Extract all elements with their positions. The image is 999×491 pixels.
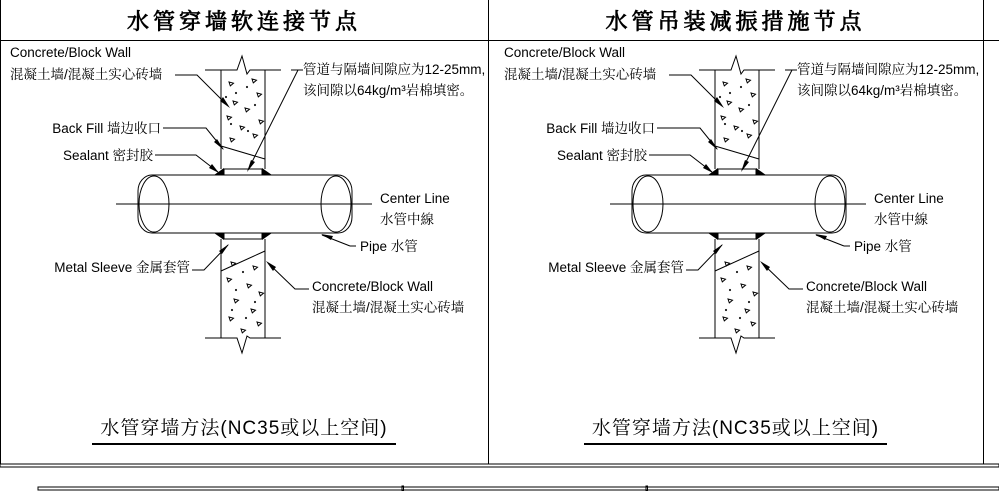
panel-left-title: 水管穿墙软连接节点 xyxy=(126,8,361,35)
panel-right-diagram xyxy=(504,45,979,353)
panel-bottom-rule xyxy=(0,464,999,467)
panel-left-diagram xyxy=(10,45,485,353)
panel-right-caption: 水管穿墙方法(NC35或以上空间) xyxy=(584,413,887,445)
panel-left-caption-row xyxy=(0,413,488,445)
panel-right-title: 水管吊装减振措施节点 xyxy=(605,8,866,35)
panel-left-caption: 水管穿墙方法(NC35或以上空间) xyxy=(92,413,395,445)
title-block-top-rule xyxy=(38,487,999,490)
panel-right-caption-row xyxy=(488,413,983,445)
